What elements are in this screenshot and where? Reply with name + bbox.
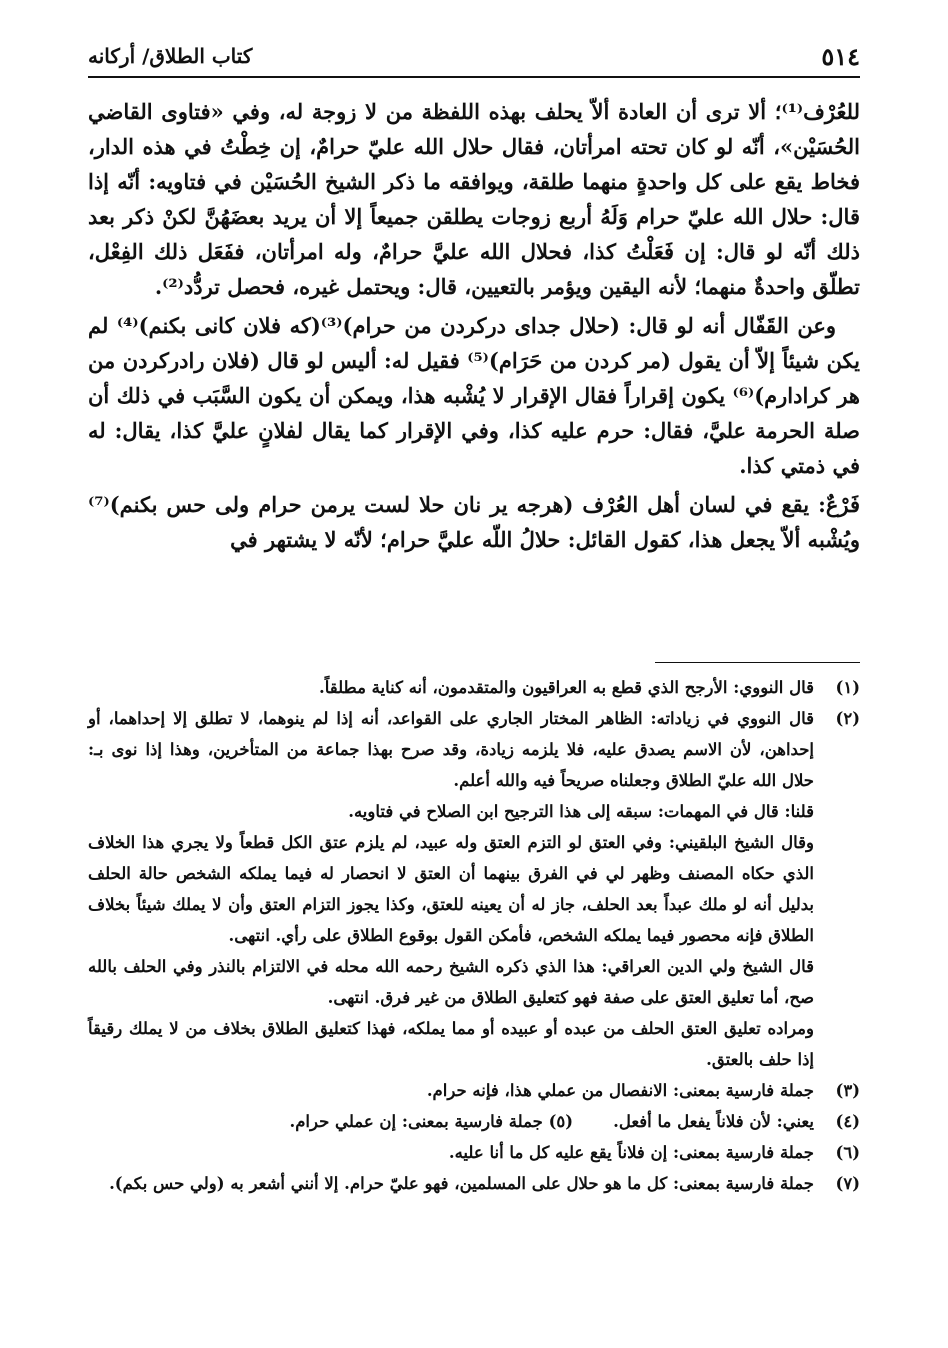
footnote-pair	[289, 1106, 814, 1137]
footnote-3	[88, 1075, 860, 1106]
footnote-number: (٢)	[835, 709, 860, 728]
footnote-number: (٧)	[835, 1174, 860, 1193]
footnote-2-continuation: وقال الشيخ البلقيني: وفي العتق لو التزم العتق وله عبيد، لم يلزم عتق الكل قطعاً ولا يجري هذا الخلاف الذي حكاه المصنف وظهر لي في الفرق بينهما أن العتق لا انحصار له فيما يملكه الشخص حالة الحلف بدليل أنه لو ملك عبداً بعد الحلف، جاز له أن يعينه للعتق، وكذا يجوز التزام العتق وأن لا يملك شيئاً بخلاف الطلاق فإنه محصور فيما يملكه الشخص، فأمكن القول بوقوع الطلاق على رأي. انتهى.	[88, 833, 814, 945]
footnote-text: جملة فارسية بمعنى: كل ما هو حلال على المسلمين، فهو عليّ حرام. إلا أنني أشعر به (ولي حس بكم).	[109, 1174, 814, 1193]
footnote-text: (٥) جملة فارسية بمعنى: إن عملي حرام.	[289, 1112, 574, 1131]
page-number: ٥١٤	[821, 41, 860, 71]
footnote-text: قال النووي في زياداته: الظاهر المختار الجاري على القواعد، أنه إذا لم ينوهما، لا تطلق إلا إحداهما، أو إحداهن، لأن الاسم يصدق عليه، فلا يلزمه زيادة، وقد صرح بهذا جماعة من المتأخرين، وهذا إذا نوى بـ: حلال الله عليّ الطلاق وجعلناه صريحاً فيه والله أعلم.	[88, 709, 814, 790]
header-rule	[88, 76, 860, 78]
footnote-text: جملة فارسية بمعنى: إن فلاناً يقع عليه كل ما أنا عليه.	[448, 1143, 814, 1162]
footnote-number: (٤)	[835, 1112, 860, 1131]
footnote-4-5	[88, 1106, 860, 1137]
footnotes	[88, 672, 860, 1199]
main-text	[88, 94, 860, 561]
page-header	[88, 40, 860, 72]
footnote-7	[88, 1168, 860, 1199]
running-title: كتاب الطلاق/ أركانه	[88, 44, 253, 68]
footnote-2-continuation: قال الشيخ ولي الدين العراقي: هذا الذي ذكره الشيخ رحمه الله محله في الالتزام بالنذر وفي الحلف بالله صح، أما تعليق العتق على صفة فهو كتعليق الطلاق من غير فرق. انتهى.	[88, 957, 814, 1007]
footnote-2-continuation: قلنا: قال في المهمات: سبقه إلى هذا الترجيح ابن الصلاح في فتاويه.	[348, 802, 814, 821]
footnote-1	[88, 672, 860, 703]
footnote-number: (٦)	[835, 1143, 860, 1162]
footnote-text: يعني: لأن فلاناً يفعل ما أفعل.	[613, 1112, 814, 1131]
footnote-2-continuation: ومراده تعليق العتق الحلف من عبده أو عبيده أو مما يملكه، فهذا كتعليق الطلاق بخلاف من لا يملك رقيقاً إذا حلف بالعتق.	[88, 1019, 814, 1069]
footnote-2	[88, 703, 860, 796]
footnote-text: قال النووي: الأرجح الذي قطع به العراقيون والمتقدمون، أنه كناية مطلقاً.	[318, 678, 814, 697]
footnote-rule	[655, 662, 860, 663]
footnote-number: (٣)	[835, 1081, 860, 1100]
footnote-number: (١)	[835, 678, 860, 697]
footnote-text: جملة فارسية بمعنى: الانفصال من عملي هذا، فإنه حرام.	[426, 1081, 814, 1100]
footnote-6	[88, 1137, 860, 1168]
paragraph-3-far: فَرْعٌ: يقع في لسان أهل العُرْف (هرجه ير نان حلا لست يرمن حرام ولى حس بكنم)⁽⁷⁾ ويُشْبه ألاّ يجعل هذا، كقول القائل: حلالُ اللّه عليَّ حرام؛ لأنّه لا يشتهر في	[88, 492, 860, 552]
paragraph-1: للعُرْف⁽¹⁾؛ ألا ترى أن العادة ألاّ يحلف بهذه اللفظة من لا زوجة له، وفي «فتاوى القاضي الحُسَيْن»، أنّه لو كان تحته امرأتان، فقال حلال الله عليّ حرامٌ، إن خِطْتُ في هذه الدار، فخاط يقع على كل واحدةٍ منهما طلقة، ويوافقه ما ذكر الشيخ الحُسَيْن في فتاويه: أنّه إذا قال: حلال الله عليّ حرام وَلَهُ أربع زوجات يطلقن جميعاً إلا أن يريد بعضَهُنَّ لكنْ ذكر بعد ذلك أنّه لو قال: إن فَعَلْتُ كذا، فحلال الله عليَّ حرامٌ، وله امرأتان، ففَعَل ذلك الفِعْل، تطلّق واحدةٌ منهما؛ لأنه اليقين ويؤمر بالتعيين، قال: ويحتمل غيره، فحصل تردُّد⁽²⁾.	[88, 99, 860, 299]
paragraph-2: وعن القَفّال أنه لو قال: (حلال جداى دركردن من حرام)⁽³⁾(كه فلان كانى بكنم)⁽⁴⁾ لم يكن شيئاً إلاّ أن يقول (مر كردن من حَرَام)⁽⁵⁾ فقيل له: أليس لو قال (فلان رادركردن من هر كرادارم)⁽⁶⁾ يكون إقراراً فقال الإقرار لا يُشْبه هذا، ويمكن أن يكون السَّبَب في ذلك أن صلة الحرمة عليَّ، فقال: حرم عليه كذا، وفي الإقرار كما يقال لفلانٍ عليَّ كذا، يقال: له في ذمتي كذا.	[88, 313, 861, 478]
